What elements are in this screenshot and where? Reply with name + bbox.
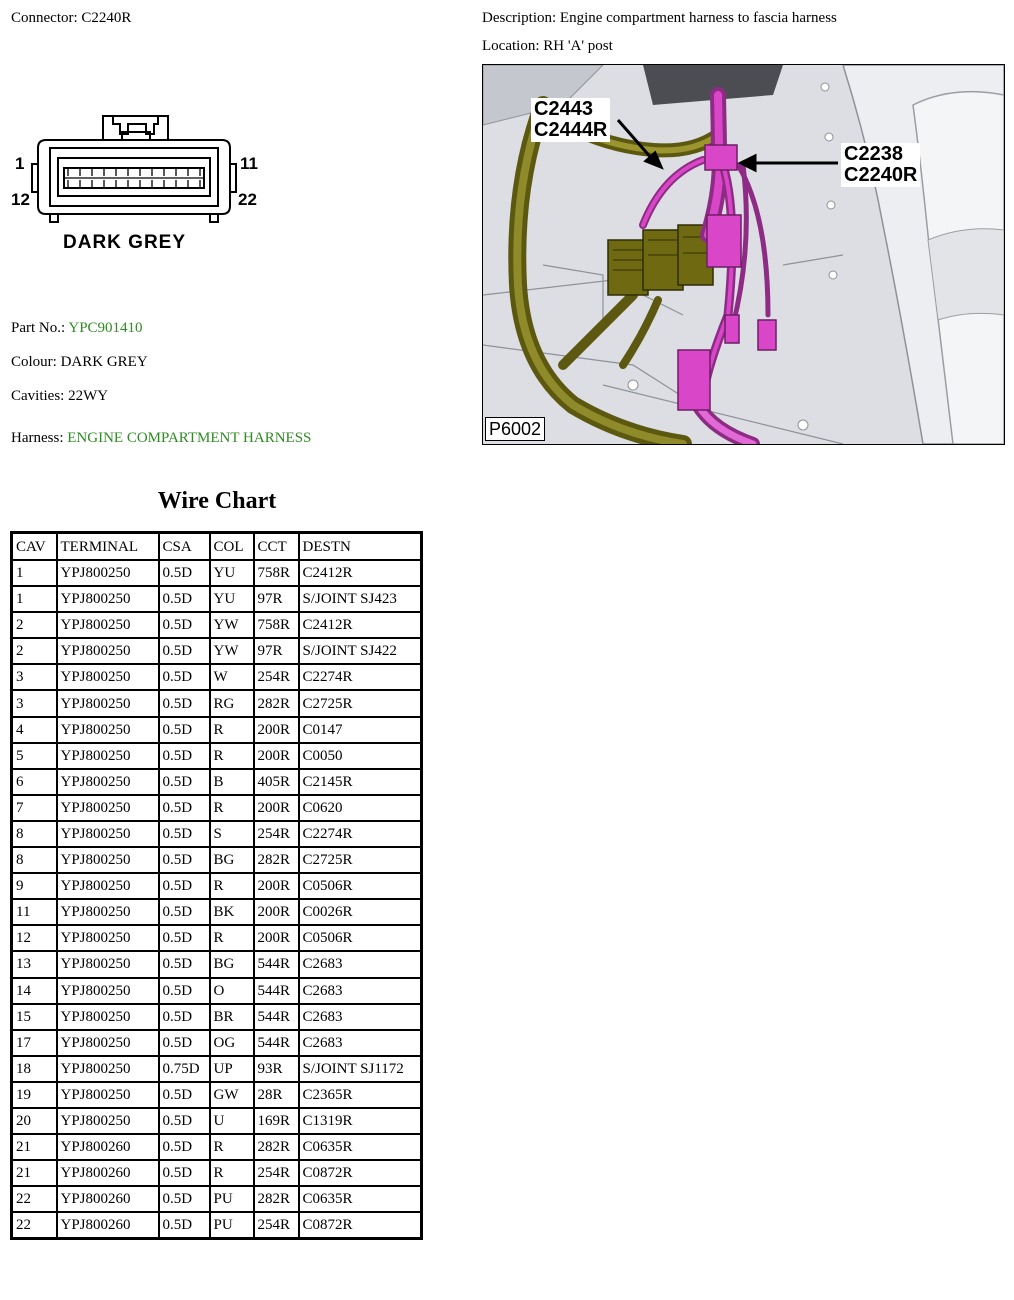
cell-terminal: YPJ800260	[57, 1160, 159, 1186]
figure-id: P6002	[485, 417, 545, 441]
cell-destn: S/JOINT SJ422	[299, 638, 422, 664]
cell-cct: 200R	[254, 873, 299, 899]
cell-terminal: YPJ800250	[57, 664, 159, 690]
callout-left	[531, 98, 610, 142]
cell-col: R	[210, 795, 254, 821]
cell-cav: 4	[12, 717, 57, 743]
cell-csa: 0.5D	[159, 795, 210, 821]
table-row	[12, 717, 422, 743]
cell-cav: 11	[12, 899, 57, 925]
cell-cav: 17	[12, 1030, 57, 1056]
cell-col: R	[210, 1134, 254, 1160]
table-row	[12, 899, 422, 925]
table-row	[12, 1186, 422, 1212]
cell-col: O	[210, 978, 254, 1004]
cell-destn: C2725R	[299, 690, 422, 716]
cell-destn: C0050	[299, 743, 422, 769]
table-row	[12, 1212, 422, 1239]
cell-cct: 758R	[254, 612, 299, 638]
cell-cct: 93R	[254, 1056, 299, 1082]
column-header-destn: DESTN	[299, 533, 422, 561]
cell-cav: 1	[12, 586, 57, 612]
cell-destn: S/JOINT SJ423	[299, 586, 422, 612]
table-row	[12, 978, 422, 1004]
cell-col: W	[210, 664, 254, 690]
cell-csa: 0.5D	[159, 1004, 210, 1030]
wire-chart-body	[12, 560, 422, 1239]
cell-terminal: YPJ800250	[57, 1108, 159, 1134]
table-row	[12, 743, 422, 769]
table-row	[12, 586, 422, 612]
cell-cct: 282R	[254, 1186, 299, 1212]
cell-terminal: YPJ800250	[57, 951, 159, 977]
column-header-cav: CAV	[12, 533, 57, 561]
column-header-terminal: TERMINAL	[57, 533, 159, 561]
column-header-csa: CSA	[159, 533, 210, 561]
cell-cav: 21	[12, 1160, 57, 1186]
cell-col: YW	[210, 638, 254, 664]
cell-cct: 200R	[254, 899, 299, 925]
cell-col: BR	[210, 1004, 254, 1030]
cell-cct: 200R	[254, 743, 299, 769]
cell-destn: C0635R	[299, 1134, 422, 1160]
cell-col: PU	[210, 1186, 254, 1212]
cell-destn: C0506R	[299, 873, 422, 899]
cell-csa: 0.5D	[159, 664, 210, 690]
cell-col: B	[210, 769, 254, 795]
cell-cct: 97R	[254, 638, 299, 664]
cell-csa: 0.5D	[159, 1134, 210, 1160]
cell-cct: 28R	[254, 1082, 299, 1108]
cell-cav: 12	[12, 925, 57, 951]
cell-col: R	[210, 743, 254, 769]
cell-cct: 282R	[254, 847, 299, 873]
harness-row	[11, 430, 311, 447]
cell-csa: 0.5D	[159, 847, 210, 873]
cell-col: R	[210, 1160, 254, 1186]
description-label: Description: Engine compartment harness to fascia harness	[482, 10, 837, 26]
cell-csa: 0.5D	[159, 899, 210, 925]
cell-csa: 0.5D	[159, 690, 210, 716]
cell-csa: 0.5D	[159, 1212, 210, 1239]
cell-cav: 6	[12, 769, 57, 795]
cell-terminal: YPJ800250	[57, 690, 159, 716]
cell-cct: 169R	[254, 1108, 299, 1134]
cell-terminal: YPJ800250	[57, 795, 159, 821]
cell-csa: 0.5D	[159, 873, 210, 899]
callout-left-line1: C2443	[534, 98, 593, 120]
location-label: Location: RH 'A' post	[482, 38, 613, 54]
cell-csa: 0.75D	[159, 1056, 210, 1082]
table-row	[12, 1056, 422, 1082]
cell-csa: 0.5D	[159, 1108, 210, 1134]
cell-col: GW	[210, 1082, 254, 1108]
table-row	[12, 1160, 422, 1186]
cavities-label: Cavities: 22WY	[11, 388, 109, 404]
cell-terminal: YPJ800250	[57, 769, 159, 795]
harness-link[interactable]: ENGINE COMPARTMENT HARNESS	[67, 430, 312, 446]
callout-right-line2: C2240R	[844, 164, 918, 186]
cell-col: R	[210, 925, 254, 951]
cell-destn: C2683	[299, 978, 422, 1004]
cell-cav: 19	[12, 1082, 57, 1108]
cell-terminal: YPJ800250	[57, 925, 159, 951]
connector-colour-caption: DARK GREY	[63, 232, 187, 253]
cell-csa: 0.5D	[159, 638, 210, 664]
cell-cct: 544R	[254, 951, 299, 977]
cell-terminal: YPJ800250	[57, 1030, 159, 1056]
cell-terminal: YPJ800250	[57, 847, 159, 873]
cell-destn: C2412R	[299, 612, 422, 638]
part-no-link[interactable]: YPC901410	[68, 320, 143, 336]
cell-destn: S/JOINT SJ1172	[299, 1056, 422, 1082]
cell-col: OG	[210, 1030, 254, 1056]
cell-cav: 2	[12, 612, 57, 638]
cell-cav: 9	[12, 873, 57, 899]
cell-cav: 15	[12, 1004, 57, 1030]
cell-cct: 405R	[254, 769, 299, 795]
cell-csa: 0.5D	[159, 1082, 210, 1108]
cell-col: RG	[210, 690, 254, 716]
table-row	[12, 847, 422, 873]
table-row	[12, 1082, 422, 1108]
cell-cct: 544R	[254, 978, 299, 1004]
cell-cav: 3	[12, 664, 57, 690]
cell-terminal: YPJ800250	[57, 1004, 159, 1030]
cell-csa: 0.5D	[159, 821, 210, 847]
cell-csa: 0.5D	[159, 717, 210, 743]
cell-terminal: YPJ800250	[57, 638, 159, 664]
cell-terminal: YPJ800250	[57, 717, 159, 743]
cell-csa: 0.5D	[159, 925, 210, 951]
cell-cct: 544R	[254, 1004, 299, 1030]
cell-terminal: YPJ800260	[57, 1134, 159, 1160]
cell-destn: C2412R	[299, 560, 422, 586]
cell-cct: 200R	[254, 717, 299, 743]
cell-col: S	[210, 821, 254, 847]
cell-cav: 2	[12, 638, 57, 664]
cell-terminal: YPJ800250	[57, 612, 159, 638]
cell-terminal: YPJ800260	[57, 1186, 159, 1212]
colour-label: Colour: DARK GREY	[11, 354, 148, 370]
cell-terminal: YPJ800250	[57, 743, 159, 769]
cell-cav: 8	[12, 821, 57, 847]
cell-destn: C0872R	[299, 1212, 422, 1239]
cell-col: BG	[210, 847, 254, 873]
cell-cav: 22	[12, 1212, 57, 1239]
cell-destn: C2274R	[299, 821, 422, 847]
cell-col: BK	[210, 899, 254, 925]
cell-csa: 0.5D	[159, 1160, 210, 1186]
cell-terminal: YPJ800250	[57, 560, 159, 586]
cell-destn: C0620	[299, 795, 422, 821]
cell-csa: 0.5D	[159, 743, 210, 769]
cell-cct: 97R	[254, 586, 299, 612]
harness-label: Harness:	[11, 430, 64, 446]
table-row	[12, 664, 422, 690]
cell-col: YW	[210, 612, 254, 638]
cell-cav: 3	[12, 690, 57, 716]
callout-right-line1: C2238	[844, 143, 903, 165]
cell-cct: 254R	[254, 821, 299, 847]
cell-destn: C0635R	[299, 1186, 422, 1212]
cell-cav: 13	[12, 951, 57, 977]
connector-diagram	[8, 110, 273, 260]
wire-chart-table	[10, 531, 423, 1240]
cell-cct: 254R	[254, 664, 299, 690]
cell-cav: 21	[12, 1134, 57, 1160]
cell-csa: 0.5D	[159, 1030, 210, 1056]
table-row	[12, 769, 422, 795]
column-header-col: COL	[210, 533, 254, 561]
part-no-row	[11, 320, 143, 337]
cell-terminal: YPJ800250	[57, 586, 159, 612]
table-row	[12, 690, 422, 716]
cell-destn: C0147	[299, 717, 422, 743]
cell-cav: 7	[12, 795, 57, 821]
table-row	[12, 795, 422, 821]
cell-terminal: YPJ800250	[57, 873, 159, 899]
table-row	[12, 638, 422, 664]
table-row	[12, 821, 422, 847]
cell-cct: 254R	[254, 1212, 299, 1239]
cell-cct: 758R	[254, 560, 299, 586]
cell-cct: 254R	[254, 1160, 299, 1186]
callout-left-line2: C2444R	[534, 119, 608, 141]
cell-terminal: YPJ800250	[57, 978, 159, 1004]
cell-csa: 0.5D	[159, 951, 210, 977]
table-row	[12, 1134, 422, 1160]
cell-cct: 282R	[254, 690, 299, 716]
table-row	[12, 612, 422, 638]
table-row	[12, 1030, 422, 1056]
cell-terminal: YPJ800250	[57, 899, 159, 925]
location-photo	[482, 64, 1005, 445]
cell-destn: C2145R	[299, 769, 422, 795]
connector-label: Connector: C2240R	[11, 10, 132, 26]
column-header-cct: CCT	[254, 533, 299, 561]
cell-col: R	[210, 873, 254, 899]
table-row	[12, 1004, 422, 1030]
cell-cav: 5	[12, 743, 57, 769]
cell-cav: 22	[12, 1186, 57, 1212]
cell-destn: C0026R	[299, 899, 422, 925]
cell-destn: C2683	[299, 1004, 422, 1030]
table-row	[12, 873, 422, 899]
cell-csa: 0.5D	[159, 560, 210, 586]
cell-destn: C2683	[299, 1030, 422, 1056]
cell-destn: C2274R	[299, 664, 422, 690]
cell-csa: 0.5D	[159, 612, 210, 638]
cell-cct: 282R	[254, 1134, 299, 1160]
pin-label-top-right: 11	[240, 154, 258, 173]
cell-destn: C0872R	[299, 1160, 422, 1186]
pin-label-top-left: 1	[15, 154, 25, 173]
cell-col: R	[210, 717, 254, 743]
cell-destn: C2683	[299, 951, 422, 977]
cell-col: UP	[210, 1056, 254, 1082]
table-row	[12, 925, 422, 951]
cell-col: YU	[210, 560, 254, 586]
cell-terminal: YPJ800260	[57, 1212, 159, 1239]
pin-label-bottom-right: 22	[238, 190, 257, 209]
cell-col: BG	[210, 951, 254, 977]
table-row	[12, 951, 422, 977]
cell-cct: 200R	[254, 925, 299, 951]
cell-cct: 544R	[254, 1030, 299, 1056]
cell-cct: 200R	[254, 795, 299, 821]
cell-cav: 20	[12, 1108, 57, 1134]
cell-col: YU	[210, 586, 254, 612]
pin-label-bottom-left: 12	[11, 190, 30, 209]
callout-right	[841, 143, 920, 187]
cell-cav: 18	[12, 1056, 57, 1082]
cell-csa: 0.5D	[159, 1186, 210, 1212]
table-row	[12, 560, 422, 586]
cell-terminal: YPJ800250	[57, 821, 159, 847]
cell-col: PU	[210, 1212, 254, 1239]
wire-chart-title: Wire Chart	[157, 488, 277, 514]
part-no-label: Part No.:	[11, 320, 66, 336]
cell-csa: 0.5D	[159, 586, 210, 612]
wire-chart-header-row	[12, 533, 422, 561]
cell-destn: C2725R	[299, 847, 422, 873]
cell-csa: 0.5D	[159, 769, 210, 795]
table-row	[12, 1108, 422, 1134]
cell-destn: C1319R	[299, 1108, 422, 1134]
cell-cav: 1	[12, 560, 57, 586]
cell-terminal: YPJ800250	[57, 1082, 159, 1108]
cell-destn: C2365R	[299, 1082, 422, 1108]
cell-col: U	[210, 1108, 254, 1134]
cell-cav: 8	[12, 847, 57, 873]
cell-terminal: YPJ800250	[57, 1056, 159, 1082]
cell-csa: 0.5D	[159, 978, 210, 1004]
cell-cav: 14	[12, 978, 57, 1004]
cell-destn: C0506R	[299, 925, 422, 951]
